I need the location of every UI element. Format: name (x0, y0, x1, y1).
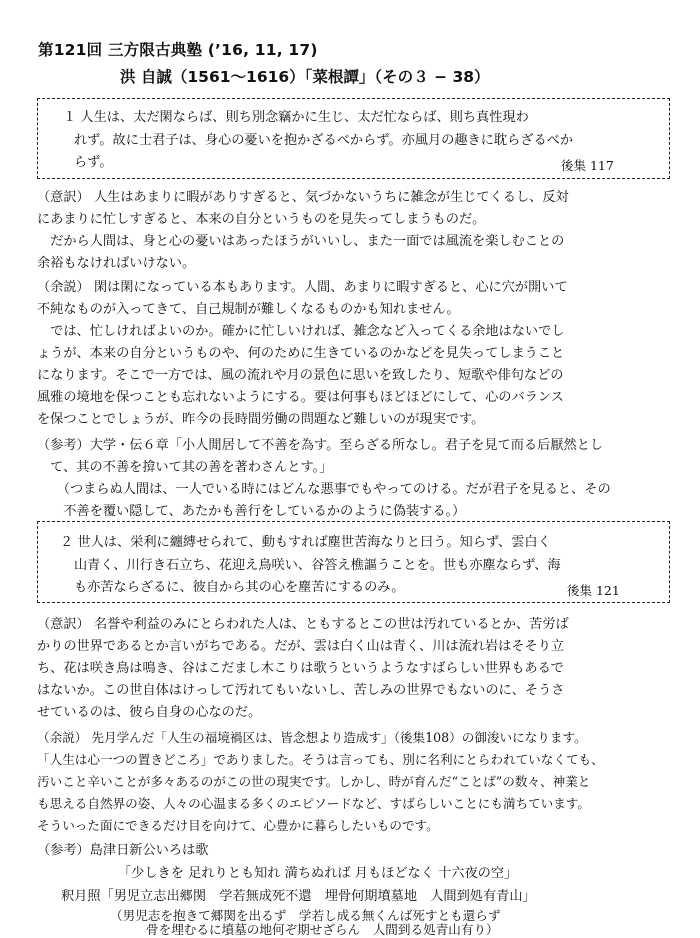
reference-line: （参考）大学・伝６章「小人閒居して不善を為す。至らざる所なし。君子を見て而る后厭然とし (37, 438, 604, 453)
commentary-line: 風雅の境地を保つことも忘れないようにする。要は何事もほどほどにして、心のバランス (37, 390, 564, 405)
poem-reading-line: （男児志を抱きて郷関を出るず 学若し成る無くんば死すとも還らず (110, 908, 501, 923)
poem-line: 「少しきを 足れりとも知れ 満ちぬれば 月もほどなく 十六夜の空」 (118, 866, 518, 881)
passage-2-line: 山青く、川行き石立ち、花迎え鳥咲い、谷答え樵謳うことを。世も亦塵ならず、海 (74, 558, 561, 573)
translation-line: （意訳） 名誉や利益のみにとらわれた人は、ともするとこの世は汚れているとか、苦労ば (37, 617, 569, 632)
reference-line: て、其の不善を揜いて其の善を著わさんとす。」 (37, 460, 333, 475)
passage-1-line: れず。故に士君子は、身心の憂いを抱かざるべからず。亦風月の趣きに耽らざるべか (74, 133, 574, 148)
poem-line: 釈月照「男児立志出郷関 学若無成死不還 埋骨何期墳墓地 人間到処有青山」 (61, 889, 536, 904)
commentary-line: も思える自然界の姿、人々の心温まる多くのエピソードなど、すばらしいことにも満ちています。 (37, 796, 590, 811)
passage-2-reference: 後集 121 (567, 583, 620, 598)
commentary-line: 汚いこと辛いことが多々あるのがこの世の現実です。しかし、時が育んだ“ことば”の数々、神業と (37, 774, 591, 789)
translation-line: せているのは、彼ら自身の心なのだ。 (37, 705, 262, 720)
commentary-line: では、忙しければよいのか。確かに忙しいければ、雑念など入ってくる余地はないでし (37, 324, 565, 339)
translation-line: （意訳） 人生はあまりに暇がありすぎると、気づかないうちに雑念が生じてくるし、反対 (37, 190, 569, 205)
reference-line: （参考）島津日新公いろは歌 (37, 843, 209, 858)
translation-line: 余裕もなければいけない。 (37, 256, 196, 271)
commentary-line: そういった面にできるだけ目を向けて、心豊かに暮らしたいものです。 (37, 818, 439, 833)
commentary-line: （余説） 閑は閑になっている本もあります。人間、あまりに暇すぎると、心に穴が開いて (37, 280, 568, 295)
translation-line: だから人間は、身と心の憂いはあったほうがいいし、また一面では風流を楽しむことの (37, 234, 565, 249)
poem-reading-line: 骨を埋むるに墳墓の地何ぞ期せざらん 人間到る処青山有り） (146, 922, 499, 937)
commentary-line: （余説） 先月学んだ「人生の福境禍区は、皆念想より造成す」（後集108）の御浚いになります。 (37, 730, 587, 745)
passage-1-line: らず。 (74, 155, 113, 170)
passage-1-line: １ 人生は、太だ閑ならば、則ち別念竊かに生じ、太だ忙ならば、則ち真性現わ (63, 110, 529, 125)
reference-line: （つまらぬ人間は、一人でいる時にはどんな悪事でもやってのける。だが君子を見ると、その (37, 482, 611, 497)
page-title: 第121回 三方限古典塾 (’16, 11, 17) (38, 41, 318, 59)
passage-2-line: も亦苦ならざるに、彼自から其の心を塵苦にするのみ。 (74, 580, 405, 595)
commentary-line: になります。そこで一方では、風の流れや月の景色に思いを致したり、短歌や俳句などの (37, 368, 564, 383)
translation-line: ち、花は咲き鳥は鳴き、谷はこだまし木こりは歌うというようなすばらしい世界もあるで (37, 661, 564, 676)
translation-line: かりの世界であるとか言いがちである。だが、雲は白く山は青く、川は流れ岩はそそり立 (37, 639, 565, 654)
commentary-line: 「人生は心一つの置きどころ」でありました。そうは言っても、別に名利にとらわれていなくても、 (37, 752, 604, 767)
commentary-line: 不純なものが入ってきて、自己規制が難しくなるものかも知れません。 (37, 302, 460, 317)
reference-line: 不善を覆い隠して、あたかも善行をしているかのように偽装する。） (37, 504, 466, 519)
translation-line: はないか。この世自体はけっして汚れてもいないし、苦しみの世界でもないのに、そうさ (37, 683, 565, 698)
passage-1-reference: 後集 117 (561, 158, 614, 173)
commentary-line: ょうが、本来の自分というものや、何のために生きているのかなどを見失ってしまうこと (37, 346, 565, 361)
page-subtitle: 洪 自誠（1561〜1616）「菜根譚」（その３ − 38） (120, 68, 490, 86)
translation-line: にあまりに忙しすぎると、本来の自分というものを見失ってしまうものだ。 (37, 212, 486, 227)
commentary-line: を保つことでしょうが、昨今の長時間労働の問題など難しいのが現実です。 (37, 412, 485, 427)
passage-2-line: ２ 世人は、栄利に纏縛せられて、動もすれば塵世苦海なりと曰う。知らず、雲白く (60, 535, 551, 550)
